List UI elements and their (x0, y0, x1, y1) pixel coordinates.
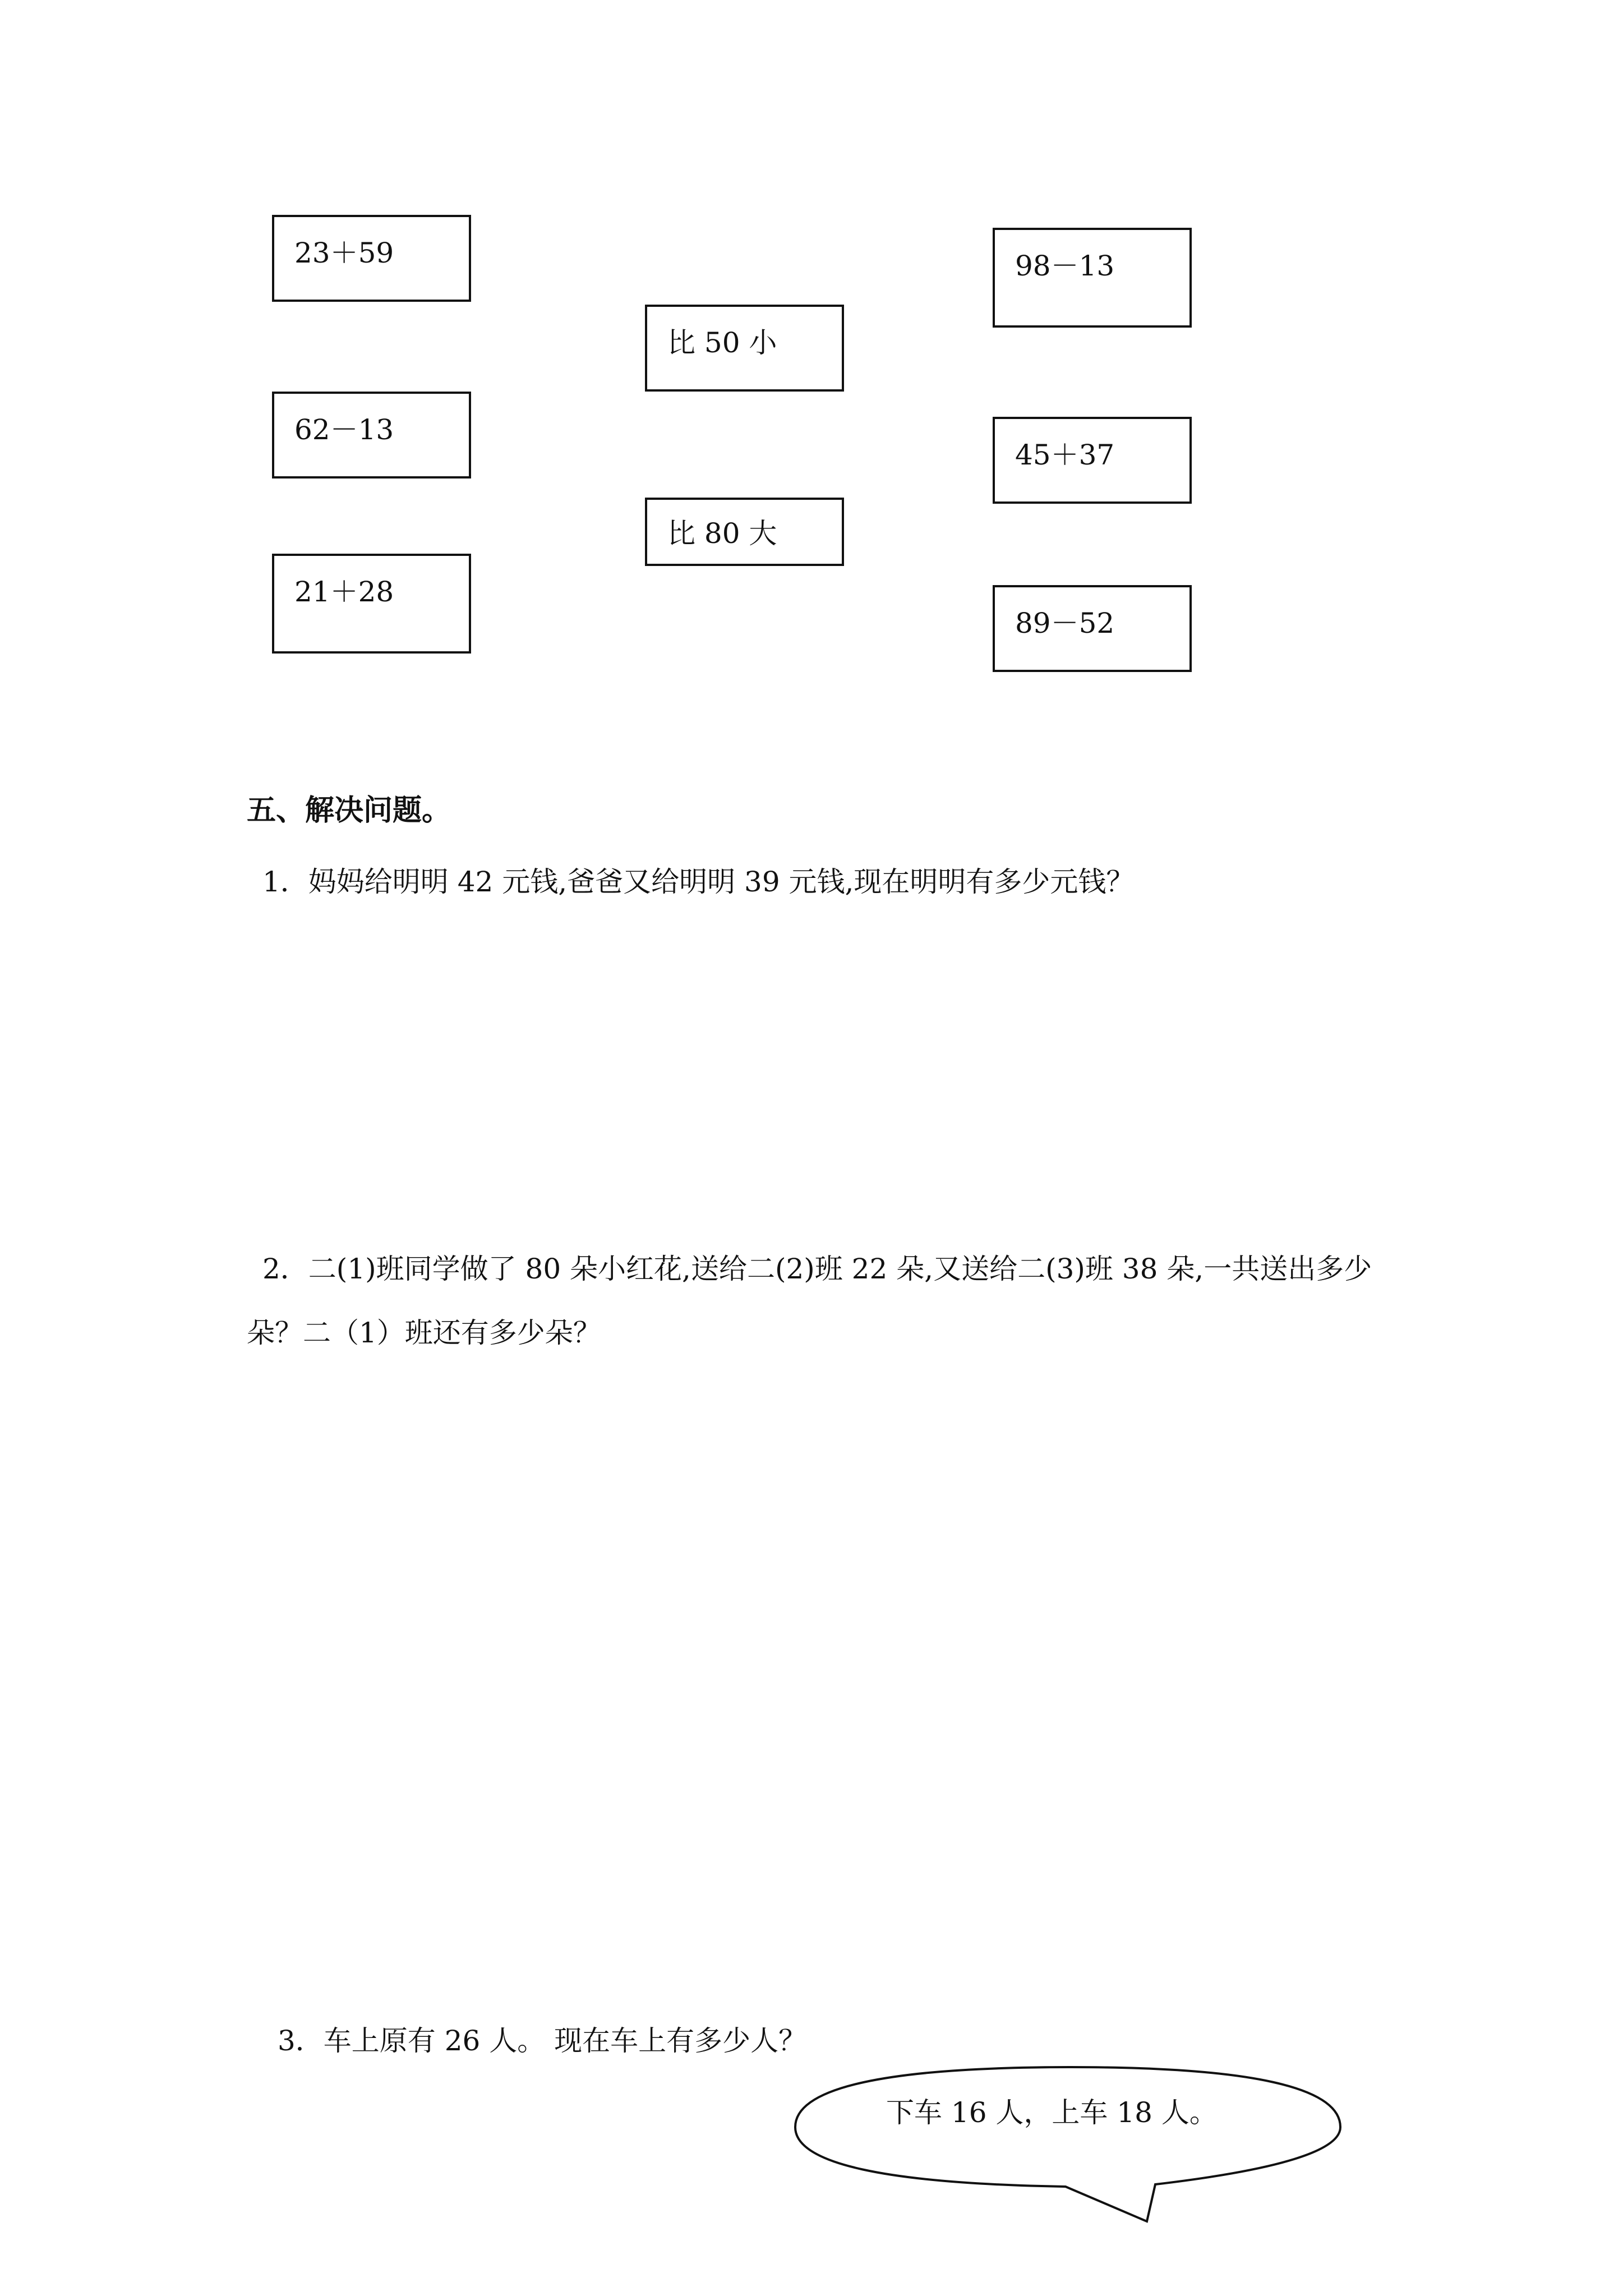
problem-2-line-1: 2．二(1)班同学做了 80 朵小红花,送给二(2)班 22 朵,又送给二(3)班 38 朵,一共送出多少 (262, 1253, 1372, 1285)
expression-text: 21＋28 (294, 576, 394, 608)
category-text: 比 80 大 (667, 517, 777, 550)
expression-text: 62－13 (294, 413, 394, 446)
expression-text: 98－13 (1015, 250, 1115, 282)
expression-text: 23＋59 (294, 237, 394, 269)
problem-1: 1．妈妈给明明 42 元钱,爸爸又给明明 39 元钱,现在明明有多少元钱？ (262, 866, 1135, 898)
category-text: 比 50 小 (667, 326, 777, 359)
expression-text: 45＋37 (1015, 439, 1115, 471)
section-heading: 五、解决问题。 (247, 794, 451, 827)
bubble-text: 下车 16 人，上车 18 人。 (886, 2096, 1218, 2129)
expression-text: 89－52 (1015, 607, 1115, 639)
problem-2-line-2: 朵？二（1）班还有多少朵？ (247, 1317, 601, 1349)
problem-3: 3．车上原有 26 人。 现在车上有多少人？ (278, 2024, 807, 2057)
